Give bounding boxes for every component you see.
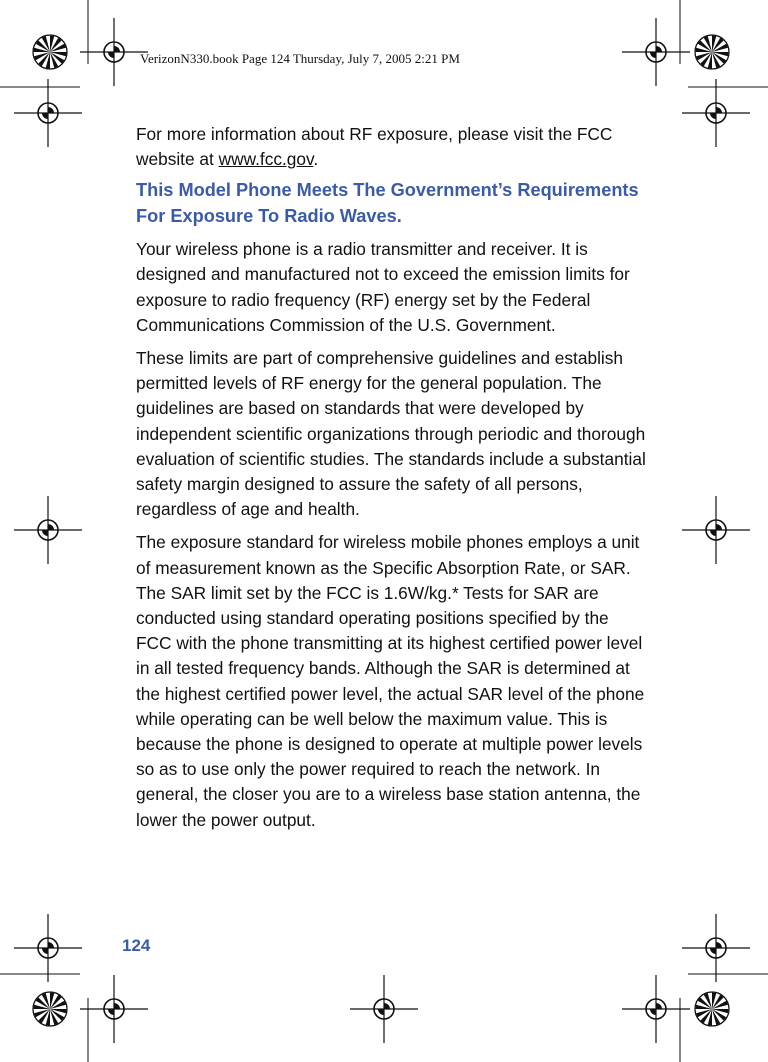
body-paragraph: Your wireless phone is a radio transmitter and receiver. It is designed and manufactured not to exceed the emission limits for exposure to radio frequency (RF) energy set by the Federal Communications Commission of the U.S. Government. — [136, 239, 630, 335]
registration-mark-icon — [14, 496, 82, 564]
color-bar-starburst-icon — [695, 992, 729, 1026]
fcc-website-link[interactable]: www.fcc.gov — [218, 149, 314, 170]
registration-mark-icon — [682, 79, 750, 147]
page-number: 124 — [122, 936, 151, 955]
registration-mark-icon — [80, 18, 148, 86]
registration-mark-icon — [14, 914, 82, 982]
intro-text: For more information about RF exposure, please visit the FCC website at — [136, 124, 613, 170]
intro-paragraph — [136, 122, 646, 172]
color-bar-starburst-icon — [33, 992, 67, 1026]
registration-mark-icon — [14, 79, 82, 147]
color-bar-starburst-icon — [695, 35, 729, 69]
page-content — [136, 122, 646, 841]
print-slug: VerizonN330.book Page 124 Thursday, July 7, 2005 2:21 PM — [140, 51, 460, 66]
intro-suffix: . — [313, 149, 319, 170]
body-paragraph: These limits are part of comprehensive guidelines and establish permitted levels of RF energy for the general population. The guidelines are based on standards that were developed by independent scientific organizations through periodic and thorough evaluation of scientific studies. The standards include a substantial safety margin designed to assure the safety of all persons, regardless of age and health. — [136, 348, 646, 520]
registration-mark-icon — [682, 914, 750, 982]
section-heading: This Model Phone Meets The Government’s Requirements For Exposure To Radio Waves. — [136, 180, 639, 226]
registration-mark-icon — [350, 975, 418, 1043]
body-paragraph: The exposure standard for wireless mobile phones employs a unit of measurement known as the Specific Absorption Rate, or SAR. The SAR limit set by the FCC is 1.6W/kg.* Tests for SAR are conducted using standard operating positions specified by the FCC with the phone transmitting at its highest certified power level in all tested frequency bands. Although the SAR is determined at the highest certified power level, the actual SAR level of the phone while operating can be well below the maximum value. This is because the phone is designed to operate at multiple power levels so as to use only the power required to reach the network. In general, the closer you are to a wireless base station antenna, the lower the power output. — [136, 532, 645, 830]
registration-mark-icon — [682, 496, 750, 564]
registration-mark-icon — [80, 975, 148, 1043]
color-bar-starburst-icon — [33, 35, 67, 69]
